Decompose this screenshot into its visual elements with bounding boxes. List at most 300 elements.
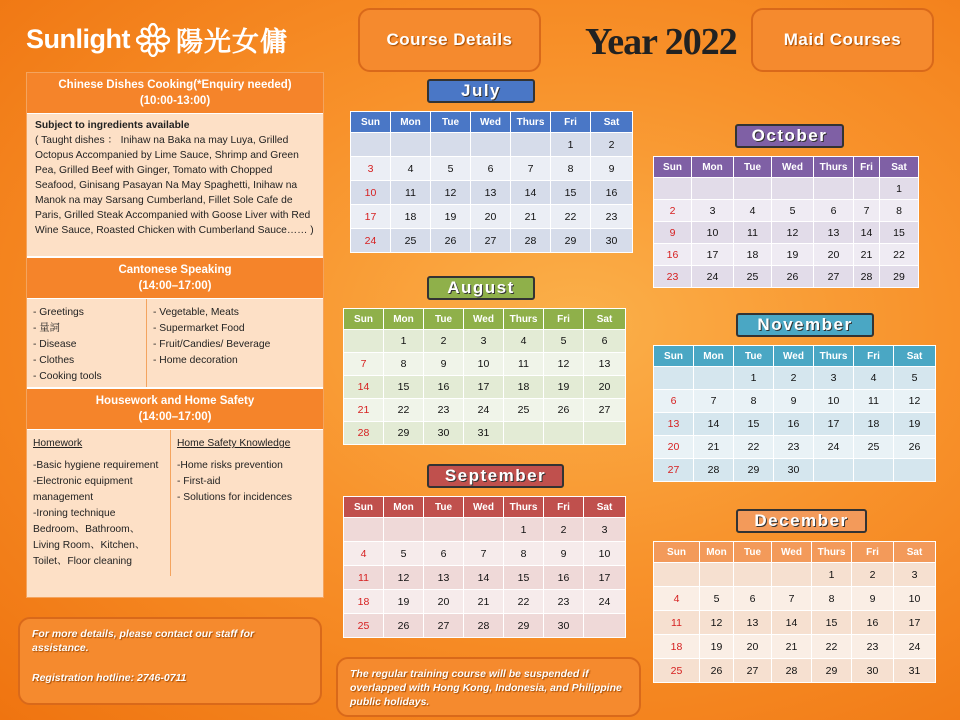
week-row (654, 659, 936, 683)
day-cell: 20 (734, 635, 772, 659)
weekday-header: Sun (344, 309, 384, 330)
day-cell: 12 (431, 181, 471, 205)
day-cell: 25 (854, 436, 894, 459)
day-cell: 19 (431, 205, 471, 229)
course-list-panel (26, 72, 324, 598)
weekday-header: Fri (544, 497, 584, 518)
day-cell: 16 (591, 181, 633, 205)
year-title: Year 2022 (585, 21, 737, 63)
day-cell (772, 178, 814, 200)
day-cell: 9 (852, 587, 894, 611)
day-cell: 11 (391, 181, 431, 205)
day-cell: 29 (384, 422, 424, 445)
day-cell: 4 (344, 542, 384, 566)
weekday-header: Wed (471, 112, 511, 133)
day-cell: 11 (504, 353, 544, 376)
day-cell (814, 178, 854, 200)
day-cell: 28 (772, 659, 812, 683)
day-cell: 24 (814, 436, 854, 459)
day-cell (692, 178, 734, 200)
day-cell: 17 (894, 611, 936, 635)
safety-list (171, 430, 323, 576)
weekday-header: Tue (431, 112, 471, 133)
day-cell: 29 (551, 229, 591, 253)
section-title: Chinese Dishes Cooking(*Enquiry needed) (58, 79, 292, 91)
day-cell (344, 330, 384, 353)
calendar-november (653, 345, 936, 482)
calendar-september (343, 496, 626, 638)
day-cell: 17 (692, 244, 734, 266)
week-row (654, 436, 936, 459)
day-cell: 5 (384, 542, 424, 566)
weekday-header: Mon (384, 309, 424, 330)
day-cell (504, 422, 544, 445)
day-cell (584, 422, 626, 445)
day-cell: 28 (511, 229, 551, 253)
day-cell (384, 518, 424, 542)
day-cell: 14 (464, 566, 504, 590)
day-cell: 24 (584, 590, 626, 614)
day-cell: 15 (384, 376, 424, 399)
list-item: - Greetings (33, 307, 84, 318)
sun-flower-icon (136, 23, 170, 57)
day-cell: 2 (774, 367, 814, 390)
dishes-text: ( Taught dishes ： Inihaw na Baka na may Luya, Grilled Octopus Accompanied by Lime Sauce, Shrimp and Green Pea, Grilled Beef with Ginger, Tomato with Chopped Seafood, Ginisang Pasayan Na May Spaghetti, Inihaw na Manok na may Sarsang Cumberland, Fillet Sole Cafe de Paris, Grilled Steak Accompanied with Goose Liver with Red Wine Sauce, Roasted Chicken with Cumberland Sauce…… ) (35, 135, 314, 236)
maid-courses-button[interactable]: Maid Courses (751, 8, 934, 72)
section-time: (14:00–17:00) (138, 280, 212, 292)
brand-name: Sunlight (26, 24, 130, 54)
day-cell: 13 (584, 353, 626, 376)
day-cell: 1 (504, 518, 544, 542)
week-row (344, 422, 626, 445)
list-item: - First-aid (177, 476, 221, 487)
contact-box (18, 617, 322, 705)
day-cell: 4 (854, 367, 894, 390)
day-cell: 10 (351, 181, 391, 205)
day-cell: 28 (694, 459, 734, 482)
week-row (654, 459, 936, 482)
day-cell: 9 (424, 353, 464, 376)
week-row (344, 353, 626, 376)
week-row (654, 178, 919, 200)
day-cell (654, 367, 694, 390)
week-row (344, 590, 626, 614)
weekday-header: Sat (584, 497, 626, 518)
day-cell: 7 (344, 353, 384, 376)
week-row (351, 205, 633, 229)
day-cell: 14 (772, 611, 812, 635)
chinese-cooking-body (27, 114, 323, 258)
week-row (654, 222, 919, 244)
day-cell: 5 (700, 587, 734, 611)
day-cell: 12 (700, 611, 734, 635)
week-row (351, 181, 633, 205)
day-cell: 22 (384, 399, 424, 422)
housework-body (27, 430, 323, 576)
day-cell: 7 (854, 200, 880, 222)
calendar-august (343, 308, 626, 445)
section-title: Cantonese Speaking (118, 264, 232, 276)
day-cell: 14 (694, 413, 734, 436)
weekday-header: Sun (654, 542, 700, 563)
weekday-header: Fri (551, 112, 591, 133)
day-cell: 3 (351, 157, 391, 181)
day-cell: 12 (894, 390, 936, 413)
day-cell: 11 (854, 390, 894, 413)
homework-heading: Homework (33, 438, 83, 449)
day-cell (772, 563, 812, 587)
day-cell: 19 (544, 376, 584, 399)
list-item: - Cooking tools (33, 371, 102, 382)
day-cell: 10 (894, 587, 936, 611)
day-cell: 26 (544, 399, 584, 422)
day-cell: 29 (880, 266, 919, 288)
day-cell: 25 (734, 266, 772, 288)
week-row (654, 200, 919, 222)
month-label-august: August (427, 276, 535, 300)
day-cell: 31 (894, 659, 936, 683)
weekday-header: Sun (351, 112, 391, 133)
day-cell: 4 (734, 200, 772, 222)
day-cell: 16 (852, 611, 894, 635)
day-cell (431, 133, 471, 157)
day-cell: 18 (391, 205, 431, 229)
day-cell: 15 (880, 222, 919, 244)
day-cell: 10 (692, 222, 734, 244)
cantonese-body (27, 299, 323, 389)
day-cell: 23 (852, 635, 894, 659)
day-cell: 13 (471, 181, 511, 205)
day-cell: 10 (584, 542, 626, 566)
day-cell: 2 (654, 200, 692, 222)
day-cell: 16 (774, 413, 814, 436)
week-row (654, 367, 936, 390)
day-cell (344, 518, 384, 542)
day-cell: 25 (391, 229, 431, 253)
day-cell: 28 (464, 614, 504, 638)
day-cell: 19 (384, 590, 424, 614)
week-row (344, 518, 626, 542)
day-cell: 21 (694, 436, 734, 459)
day-cell: 30 (774, 459, 814, 482)
day-cell: 19 (700, 635, 734, 659)
day-cell: 15 (551, 181, 591, 205)
cantonese-right-list (147, 299, 323, 387)
day-cell: 18 (854, 413, 894, 436)
month-label-november: November (736, 313, 874, 337)
day-cell: 30 (591, 229, 633, 253)
day-cell (351, 133, 391, 157)
list-item: - 量詞 (33, 323, 60, 334)
weekday-header: Thurs (812, 542, 852, 563)
day-cell: 8 (384, 353, 424, 376)
day-cell: 3 (692, 200, 734, 222)
day-cell: 17 (464, 376, 504, 399)
day-cell: 9 (654, 222, 692, 244)
day-cell: 1 (384, 330, 424, 353)
contact-text: For more details, please contact our staff for assistance. (32, 628, 255, 654)
week-row (351, 157, 633, 181)
day-cell (894, 459, 936, 482)
day-cell: 11 (734, 222, 772, 244)
day-cell: 20 (814, 244, 854, 266)
week-row (344, 399, 626, 422)
list-item: - Fruit/Candies/ Beverage (153, 339, 271, 350)
day-cell: 7 (511, 157, 551, 181)
day-cell: 19 (772, 244, 814, 266)
day-cell (654, 563, 700, 587)
day-cell (734, 563, 772, 587)
week-row (654, 563, 936, 587)
week-row (654, 266, 919, 288)
list-item: -Electronic equipment management (33, 476, 133, 503)
day-cell: 2 (591, 133, 633, 157)
calendar-july (350, 111, 633, 253)
day-cell: 2 (424, 330, 464, 353)
day-cell: 6 (654, 390, 694, 413)
day-cell: 23 (544, 590, 584, 614)
day-cell: 1 (734, 367, 774, 390)
weekday-header: Fri (852, 542, 894, 563)
day-cell: 14 (344, 376, 384, 399)
weekday-header: Wed (772, 542, 812, 563)
list-item: -Basic hygiene requirement (33, 460, 159, 471)
weekday-header: Sat (584, 309, 626, 330)
day-cell: 9 (544, 542, 584, 566)
day-cell: 27 (654, 459, 694, 482)
day-cell: 6 (584, 330, 626, 353)
day-cell: 8 (551, 157, 591, 181)
day-cell: 14 (511, 181, 551, 205)
day-cell: 17 (814, 413, 854, 436)
weekday-header: Sat (894, 542, 936, 563)
day-cell: 16 (424, 376, 464, 399)
day-cell: 5 (544, 330, 584, 353)
day-cell: 5 (772, 200, 814, 222)
day-cell: 16 (544, 566, 584, 590)
list-item: Bedroom、Bathroom、Living Room、Kitchen、Toilet、Floor cleaning (33, 524, 146, 567)
day-cell: 27 (814, 266, 854, 288)
list-item: - Clothes (33, 355, 75, 366)
weekday-header: Tue (734, 346, 774, 367)
day-cell: 1 (880, 178, 919, 200)
day-cell: 4 (391, 157, 431, 181)
day-cell: 17 (351, 205, 391, 229)
weekday-header: Sun (344, 497, 384, 518)
day-cell: 22 (551, 205, 591, 229)
day-cell: 27 (424, 614, 464, 638)
weekday-header: Mon (700, 542, 734, 563)
section-title: Housework and Home Safety (95, 395, 255, 407)
section-time: (14:00–17:00) (138, 411, 212, 423)
day-cell: 23 (654, 266, 692, 288)
weekday-header: Sat (591, 112, 633, 133)
week-row (654, 587, 936, 611)
day-cell: 22 (880, 244, 919, 266)
day-cell: 11 (344, 566, 384, 590)
day-cell: 29 (504, 614, 544, 638)
list-item: - Home decoration (153, 355, 238, 366)
weekday-header: Thurs (511, 112, 551, 133)
day-cell: 6 (471, 157, 511, 181)
day-cell: 26 (772, 266, 814, 288)
day-cell: 2 (544, 518, 584, 542)
week-row (654, 611, 936, 635)
week-row (351, 229, 633, 253)
list-item: -Home risks prevention (177, 460, 283, 471)
hotline-text[interactable]: Registration hotline: 2746-0711 (32, 672, 187, 684)
day-cell: 10 (464, 353, 504, 376)
day-cell (424, 518, 464, 542)
day-cell: 26 (384, 614, 424, 638)
day-cell: 17 (584, 566, 626, 590)
day-cell (511, 133, 551, 157)
month-label-december: December (736, 509, 867, 533)
day-cell: 6 (814, 200, 854, 222)
day-cell: 20 (584, 376, 626, 399)
day-cell (854, 178, 880, 200)
housework-header (27, 389, 323, 430)
day-cell (584, 614, 626, 638)
day-cell: 3 (464, 330, 504, 353)
weekday-header: Tue (734, 157, 772, 178)
list-item: - Solutions for incidences (177, 492, 293, 503)
week-row (344, 566, 626, 590)
day-cell: 11 (654, 611, 700, 635)
month-label-july: July (427, 79, 535, 103)
weekday-header: Sat (894, 346, 936, 367)
day-cell: 1 (812, 563, 852, 587)
day-cell: 21 (772, 635, 812, 659)
day-cell (544, 422, 584, 445)
weekday-header: Tue (424, 309, 464, 330)
day-cell (391, 133, 431, 157)
day-cell: 30 (424, 422, 464, 445)
weekday-header: Wed (774, 346, 814, 367)
day-cell: 5 (894, 367, 936, 390)
day-cell: 25 (654, 659, 700, 683)
day-cell: 9 (591, 157, 633, 181)
day-cell: 7 (772, 587, 812, 611)
safety-heading: Home Safety Knowledge (177, 438, 291, 449)
day-cell: 8 (504, 542, 544, 566)
week-row (654, 390, 936, 413)
weekday-header: Wed (464, 497, 504, 518)
brand-chinese: 陽光女傭 (175, 27, 288, 58)
weekday-header: Wed (772, 157, 814, 178)
day-cell: 3 (584, 518, 626, 542)
day-cell: 28 (344, 422, 384, 445)
day-cell: 13 (814, 222, 854, 244)
day-cell (654, 178, 692, 200)
chinese-cooking-header (27, 73, 323, 114)
week-row (344, 542, 626, 566)
day-cell: 18 (504, 376, 544, 399)
list-item: - Supermarket Food (153, 323, 245, 334)
day-cell: 26 (700, 659, 734, 683)
day-cell: 29 (734, 459, 774, 482)
day-cell: 8 (734, 390, 774, 413)
section-time: (10:00-13:00) (139, 95, 211, 107)
day-cell: 8 (880, 200, 919, 222)
day-cell: 13 (424, 566, 464, 590)
day-cell: 20 (424, 590, 464, 614)
weekday-header: Thurs (814, 157, 854, 178)
weekday-header: Thurs (504, 309, 544, 330)
day-cell: 27 (734, 659, 772, 683)
weekday-header: Fri (854, 157, 880, 178)
day-cell (694, 367, 734, 390)
week-row (351, 133, 633, 157)
day-cell: 24 (894, 635, 936, 659)
day-cell: 24 (351, 229, 391, 253)
day-cell: 4 (654, 587, 700, 611)
day-cell (700, 563, 734, 587)
day-cell: 18 (654, 635, 700, 659)
day-cell: 30 (544, 614, 584, 638)
day-cell: 26 (894, 436, 936, 459)
list-item: - Disease (33, 339, 77, 350)
weekday-header: Mon (694, 346, 734, 367)
day-cell: 25 (344, 614, 384, 638)
course-details-button[interactable]: Course Details (358, 8, 541, 72)
day-cell: 15 (734, 413, 774, 436)
weekday-header: Tue (424, 497, 464, 518)
day-cell (814, 459, 854, 482)
day-cell: 7 (464, 542, 504, 566)
day-cell: 6 (424, 542, 464, 566)
day-cell: 28 (854, 266, 880, 288)
day-cell: 21 (854, 244, 880, 266)
day-cell: 3 (814, 367, 854, 390)
day-cell: 15 (504, 566, 544, 590)
day-cell: 21 (464, 590, 504, 614)
day-cell: 27 (471, 229, 511, 253)
day-cell: 23 (774, 436, 814, 459)
day-cell: 13 (654, 413, 694, 436)
brand-logo (26, 20, 288, 59)
list-item: -Ironing technique (33, 508, 116, 519)
day-cell: 12 (772, 222, 814, 244)
weekday-header: Sun (654, 157, 692, 178)
day-cell: 20 (471, 205, 511, 229)
month-label-september: September (427, 464, 564, 488)
day-cell: 25 (504, 399, 544, 422)
day-cell: 1 (551, 133, 591, 157)
day-cell: 12 (384, 566, 424, 590)
day-cell: 22 (734, 436, 774, 459)
weekday-header: Sun (654, 346, 694, 367)
day-cell: 3 (894, 563, 936, 587)
day-cell: 31 (464, 422, 504, 445)
day-cell: 15 (812, 611, 852, 635)
day-cell: 20 (654, 436, 694, 459)
holiday-notice: The regular training course will be suspended if overlapped with Hong Kong, Indonesia, and Philippine public holidays. (336, 657, 641, 717)
day-cell: 29 (812, 659, 852, 683)
day-cell: 30 (852, 659, 894, 683)
day-cell: 24 (464, 399, 504, 422)
weekday-header: Wed (464, 309, 504, 330)
day-cell: 18 (734, 244, 772, 266)
week-row (654, 413, 936, 436)
weekday-header: Mon (384, 497, 424, 518)
weekday-header: Sat (880, 157, 919, 178)
day-cell: 5 (431, 157, 471, 181)
day-cell: 14 (854, 222, 880, 244)
calendar-october (653, 156, 919, 288)
day-cell (464, 518, 504, 542)
week-row (654, 244, 919, 266)
